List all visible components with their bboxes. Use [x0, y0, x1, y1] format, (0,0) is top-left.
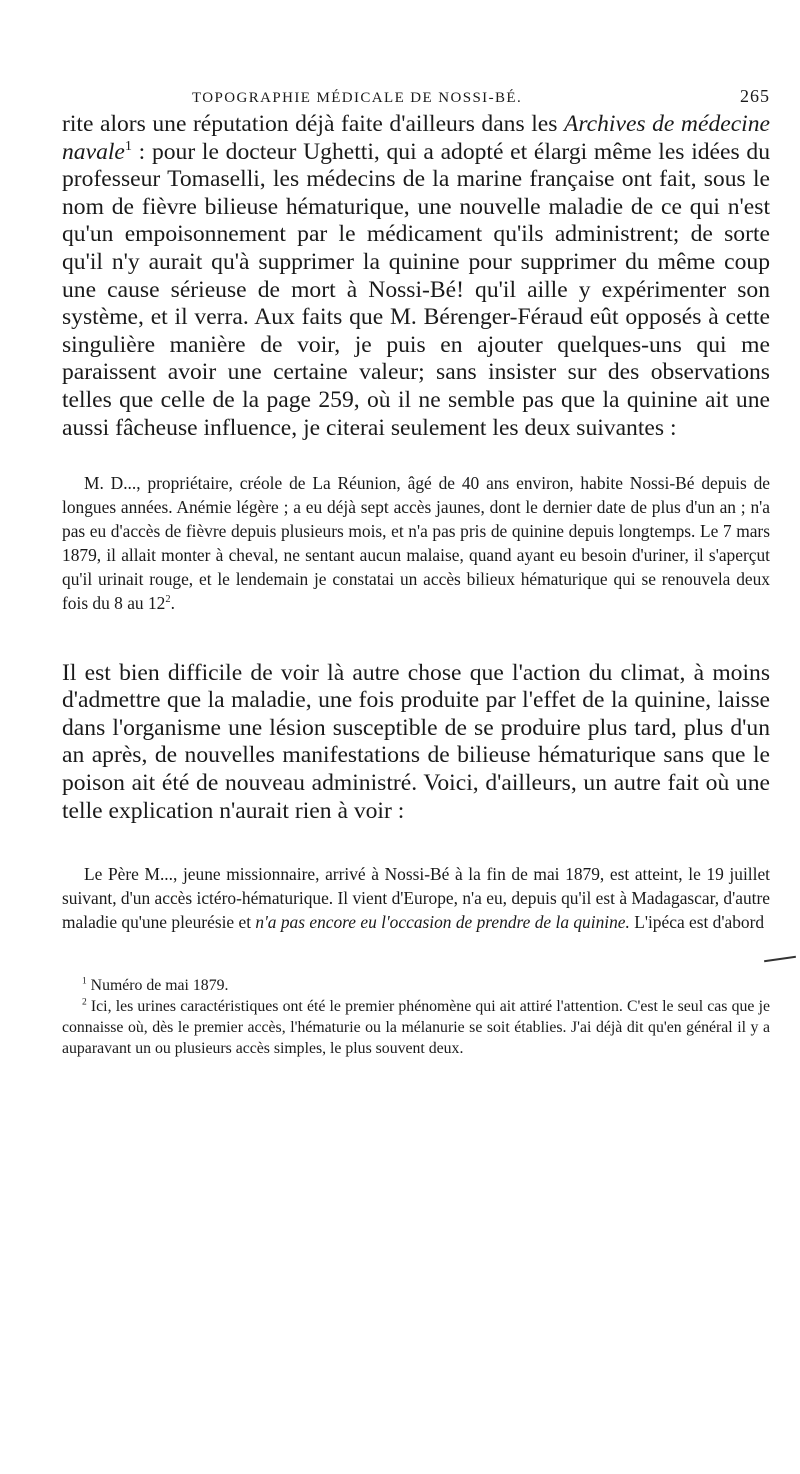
paragraph-2	[62, 660, 770, 826]
paragraph-1	[62, 111, 770, 442]
footnote-2-marker: 2	[82, 997, 87, 1008]
footnote-1-text: Numéro de mai 1879.	[86, 976, 229, 994]
footnote-ref-2: 2	[165, 593, 171, 605]
running-title: TOPOGRAPHIE MÉDICALE DE NOSSI-BÉ.	[192, 90, 523, 106]
footnote-ref-1: 1	[124, 137, 132, 154]
journal-title-italic: Archives de médecine navale	[62, 111, 771, 165]
page-number: 265	[740, 86, 770, 106]
observation-1-text: M. D..., propriétaire, créole de La Réunion, âgé de 40 ans environ, habite Nossi-Bé depuis de longues années. Anémie légère ; a eu déjà sept accès jaunes, dont le dernier date de plus d'un an ; n'a pas eu d'accès de fièvre depuis plusieurs mois, et n'a pas pris de quinine depuis longtemps. Le 7 mars 1879, il allait monter à cheval, ne sentant aucun malaise, quand ayant eu besoin d'uriner, il s'aperçut qu'il urinait rouge, et le lendemain je constatai un accès bilieux hématurique qui se renouvela deux fois du 8 au 12	[62, 473, 770, 613]
footnote-1-marker: 1	[82, 976, 87, 987]
paragraph-1-text-a: rite alors une réputation déjà faite d'ailleurs dans les	[62, 111, 564, 137]
observation-1	[62, 472, 770, 615]
observation-2-text-a: Le Père M..., jeune missionnaire, arrivé à Nossi-Bé à la fin de mai 1879, est atteint, le 19 juillet suivant, d'un accès ictéro-hématurique. Il vient d'Europe, n'a eu, depuis qu'il est à Madagascar, d'autre maladie qu'une pleurésie et	[62, 864, 770, 932]
observation-1-end: .	[170, 592, 175, 613]
footnotes	[62, 975, 770, 1059]
footnote-2	[62, 996, 770, 1059]
page	[62, 86, 770, 1059]
observation-2-italic: n'a pas encore eu l'occasion de prendre de la quinine.	[255, 911, 630, 932]
running-header	[192, 86, 770, 107]
paragraph-2-text: Il est bien difficile de voir là autre chose que l'action du climat, à moins d'admettre que la maladie, une fois produite par l'effet de la quinine, laisse dans l'organisme une lésion susceptible de se produire plus tard, plus d'un an après, de nouvelles manifestations de bilieuse hématurique sans que le poison ait été de nouveau administré. Voici, d'ailleurs, un autre fait où une telle explication n'aurait rien à voir :	[62, 659, 770, 824]
paragraph-1-text-b: : pour le docteur Ughetti, qui a adopté et élargi même les idées du professeur Tomaselli, les médecins de la marine française ont fait, sous le nom de fièvre bilieuse hématurique, une nouvelle maladie de ce qui n'est qu'un empoisonnement par le médicament qu'ils administrent; de sorte qu'il n'y aurait qu'à supprimer la quinine pour supprimer du même coup une cause sérieuse de mort à Nossi-Bé! qu'il aille y expérimenter son système, et il verra. Aux faits que M. Bérenger-Féraud eût opposés à cette singulière manière de voir, je puis en ajouter quelques-uns qui me paraissent avoir une certaine valeur; sans insister sur des observations telles que celle de la page 259, où il ne semble pas que la quinine ait une aussi fâcheuse influence, je citerai seulement les deux suivantes :	[62, 138, 770, 441]
observation-2	[62, 863, 770, 935]
observation-2-text-b: L'ipéca est d'abord	[629, 911, 765, 932]
footnote-1	[62, 975, 770, 996]
footnote-2-text: Ici, les urines caractéristiques ont été le premier phénomène qui ait attiré l'attention. C'est le seul cas que je connaisse où, dès le premier accès, l'hématurie ou la mélanurie se soit établies. J'ai déjà dit qu'en général il y a auparavant un ou plusieurs accès simples, le plus souvent deux.	[62, 997, 770, 1057]
